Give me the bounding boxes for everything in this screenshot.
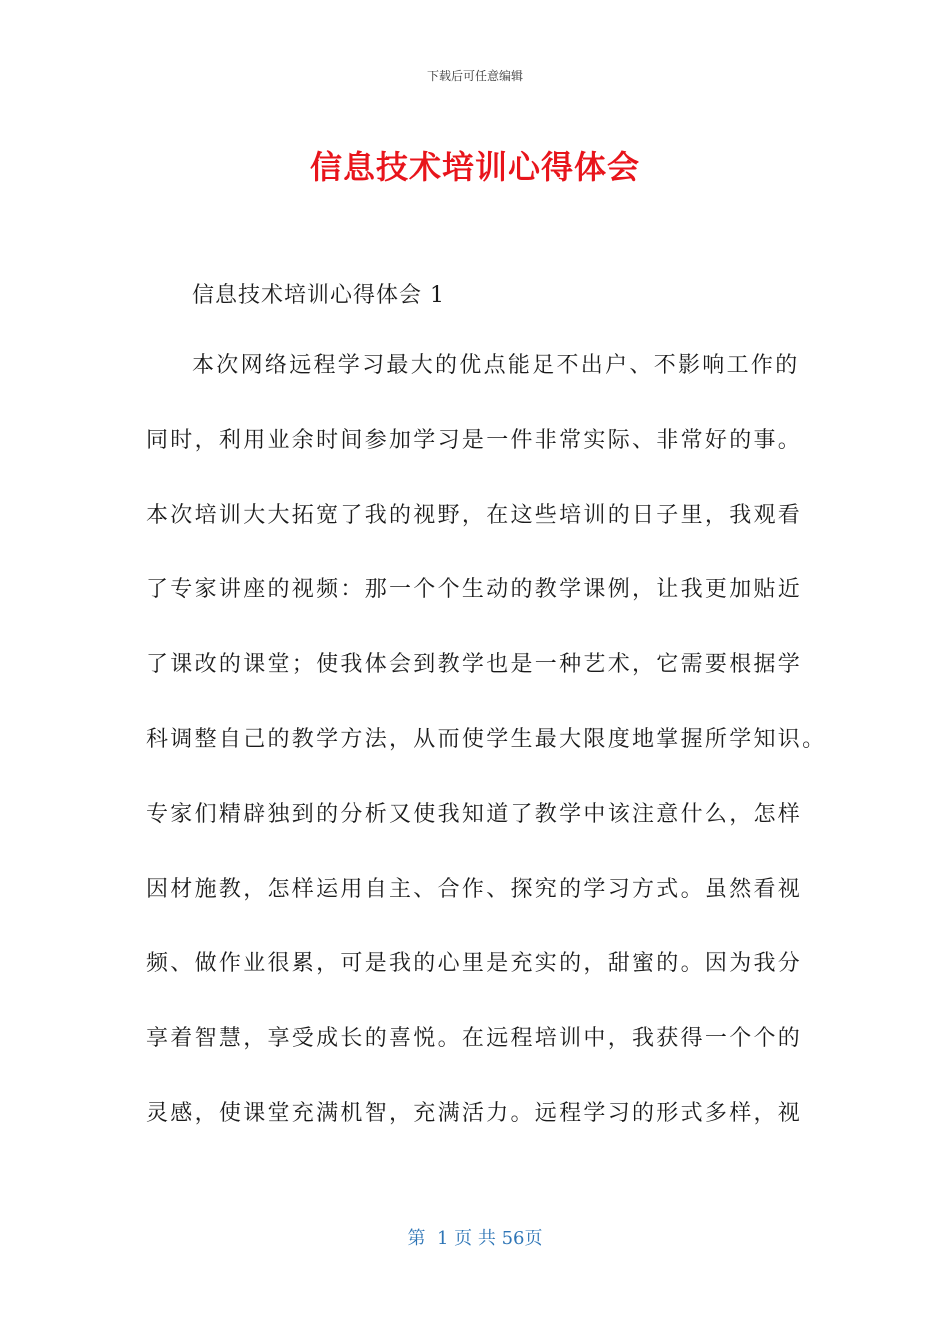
paragraph-line: 因材施教，怎样运用自主、合作、探究的学习方式。虽然看视	[146, 876, 803, 902]
page-number: 第 1 页 共 56页	[407, 1228, 543, 1249]
paragraph-line: 专家们精辟独到的分析又使我知道了教学中该注意什么，怎样	[146, 801, 803, 827]
document-body	[146, 266, 827, 1159]
header-note: 下载后可任意编辑	[426, 69, 523, 83]
paragraph-line: 了课改的课堂；使我体会到教学也是一种艺术，它需要根据学	[146, 652, 803, 678]
section-heading: 信息技术培训心得体会 1	[192, 283, 445, 308]
paragraph-line: 科调整自己的教学方法，从而使学生最大限度地掌握所学知识。	[146, 726, 827, 752]
paragraph-line: 了专家讲座的视频：那一个个生动的教学课例，让我更加贴近	[146, 577, 803, 603]
paragraph-line: 灵感，使课堂充满机智，充满活力。远程学习的形式多样，视	[146, 1100, 803, 1126]
paragraph-line: 享着智慧，享受成长的喜悦。在远程培训中，我获得一个个的	[146, 1026, 803, 1052]
paragraph-line: 本次培训大大拓宽了我的视野，在这些培训的日子里，我观看	[146, 502, 803, 528]
document-title: 信息技术培训心得体会	[309, 148, 640, 186]
paragraph-line: 同时，利用业余时间参加学习是一件非常实际、非常好的事。	[146, 427, 803, 453]
paragraph-line: 本次网络远程学习最大的优点能足不出户、不影响工作的	[192, 353, 800, 378]
paragraph-line: 频、做作业很累，可是我的心里是充实的，甜蜜的。因为我分	[146, 951, 803, 977]
